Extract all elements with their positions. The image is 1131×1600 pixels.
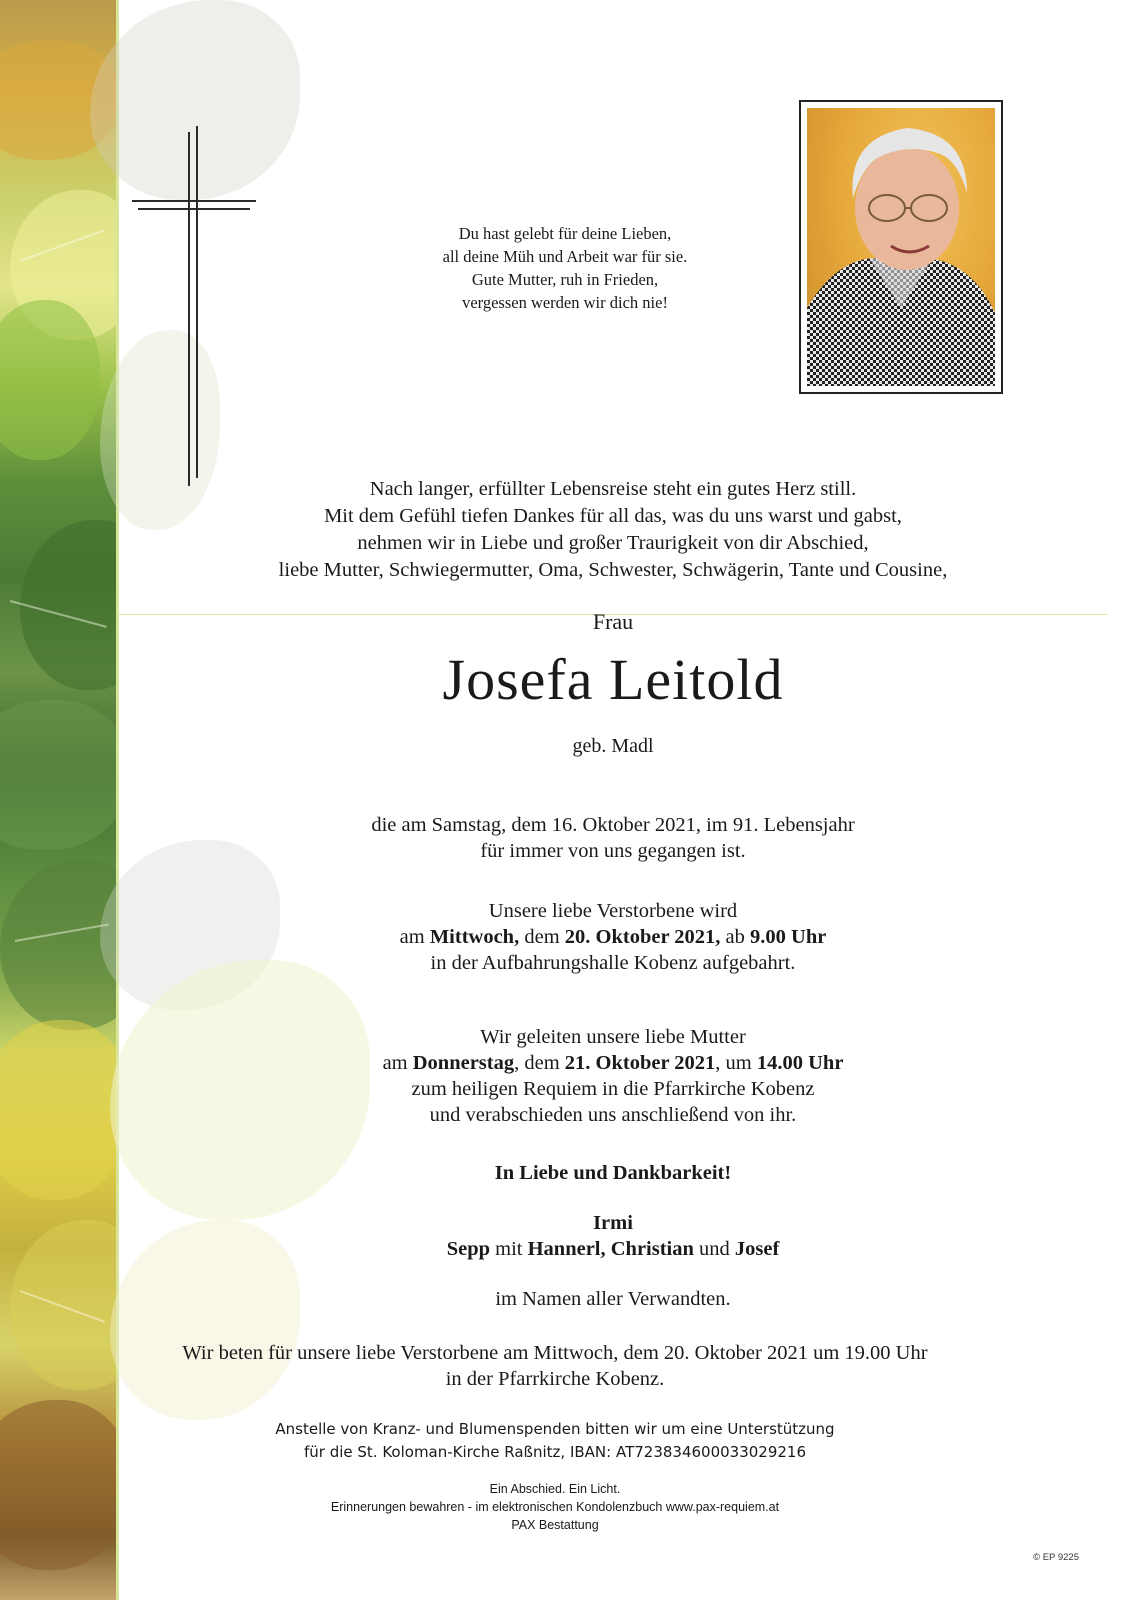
print-code: © EP 9225 (1033, 1552, 1079, 1563)
ghost-leaf (90, 0, 300, 200)
donation-line: Anstelle von Kranz- und Blumenspenden bitten wir um eine Unterstützung (275, 1420, 835, 1438)
mourner-name: Irmi (593, 1212, 633, 1234)
verse-line: Du hast gelebt für deine Lieben, (458, 224, 672, 243)
verse-line: all deine Müh und Arbeit war für sie. (442, 247, 688, 266)
evening-line: in der Pfarrkirche Kobenz. (445, 1368, 665, 1390)
death-notice (118, 812, 1108, 864)
maiden-name: geb. Madl (572, 735, 654, 757)
memorial-verse (400, 222, 730, 314)
verse-line: Gute Mutter, ruh in Frieden, (471, 270, 659, 289)
funeral-date-line: am Donnerstag, dem 21. Oktober 2021, um 14.00 Uhr (382, 1052, 844, 1074)
verse-line: vergessen werden wir dich nie! (462, 293, 668, 312)
donation-line: für die St. Koloman-Kirche Raßnitz, IBAN: AT723834600033029216 (303, 1443, 807, 1461)
salutation: Frau (592, 609, 634, 634)
funeral-line: Wir geleiten unsere liebe Mutter (480, 1026, 746, 1048)
intro-line: liebe Mutter, Schwiegermutter, Oma, Schwester, Schwägerin, Tante und Cousine, (278, 559, 948, 581)
mourners (118, 1210, 1108, 1262)
donation-note (118, 1418, 992, 1464)
footer (118, 1480, 992, 1534)
evening-prayer (118, 1340, 992, 1392)
viewing-line: Unsere liebe Verstorbene wird (488, 900, 738, 922)
intro-line: Nach langer, erfüllter Lebensreise steht ein gutes Herz still. (369, 478, 857, 500)
viewing-line: in der Aufbahrungshalle Kobenz aufgebahrt. (430, 952, 796, 974)
evening-line: Wir beten für unsere liebe Verstorbene am Mittwoch, dem 20. Oktober 2021 um 19.00 Uhr (182, 1342, 928, 1364)
death-line: für immer von uns gegangen ist. (480, 840, 746, 862)
funeral-line: und verabschieden uns anschließend von ihr. (429, 1104, 797, 1126)
portrait-photo (799, 100, 1003, 394)
portrait-image (807, 108, 995, 386)
mourner-family-line: Sepp mit Hannerl, Christian und Josef (446, 1238, 780, 1260)
intro-line: nehmen wir in Liebe und großer Traurigkeit von dir Abschied, (357, 532, 869, 554)
funeral-notice (118, 1024, 1108, 1128)
viewing-date-line: am Mittwoch, dem 20. Oktober 2021, ab 9.00 Uhr (399, 926, 827, 948)
leaf-decoration (0, 0, 118, 1600)
intro-text (118, 476, 1108, 584)
relatives-line: im Namen aller Verwandten. (495, 1288, 731, 1310)
footer-condolence-link: Erinnerungen bewahren - im elektronischen Kondolenzbuch www.pax-requiem.at (330, 1500, 780, 1514)
deceased-name: Josefa Leitold (442, 647, 784, 712)
thanks-line: In Liebe und Dankbarkeit! (494, 1162, 732, 1184)
footer-company: PAX Bestattung (511, 1518, 599, 1532)
footer-slogan: Ein Abschied. Ein Licht. (489, 1482, 621, 1496)
death-line: die am Samstag, dem 16. Oktober 2021, im 91. Lebensjahr (371, 814, 855, 836)
intro-line: Mit dem Gefühl tiefen Dankes für all das, was du uns warst und gabst, (324, 505, 902, 527)
funeral-line: zum heiligen Requiem in die Pfarrkirche Kobenz (411, 1078, 815, 1100)
viewing-notice (118, 898, 1108, 976)
